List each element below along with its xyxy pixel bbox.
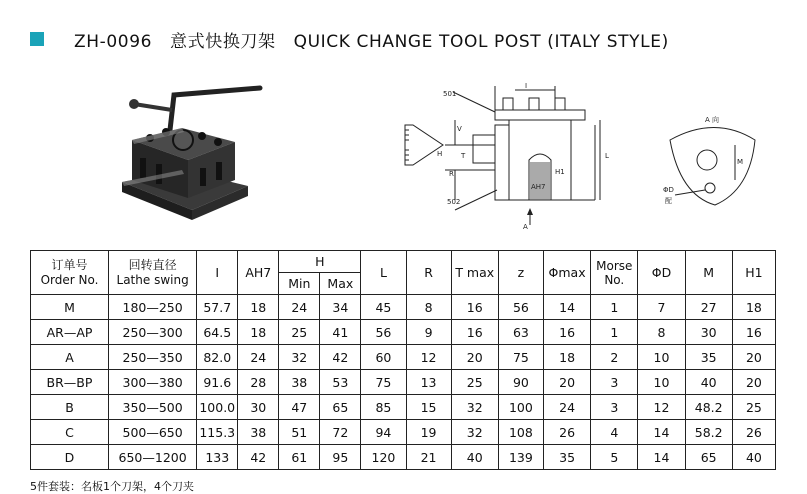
table-cell: 47: [279, 395, 320, 420]
col-tmax: T max: [451, 251, 498, 295]
title-row: [30, 26, 669, 52]
table-cell: 26: [543, 420, 590, 445]
table-cell: 57.7: [197, 295, 238, 320]
table-row: [31, 295, 776, 320]
table-cell: 100.0: [197, 395, 238, 420]
table-cell: 25: [451, 370, 498, 395]
table-cell: 16: [451, 320, 498, 345]
label-l: L: [605, 152, 609, 160]
table-cell: 51: [279, 420, 320, 445]
table-cell: 95: [320, 445, 361, 470]
col-h-max: Max: [320, 273, 361, 295]
table-cell: 56: [361, 320, 406, 345]
label-r: R: [449, 170, 454, 178]
table-cell: 40: [685, 370, 732, 395]
table-cell: BR—BP: [31, 370, 109, 395]
table-cell: 24: [238, 345, 279, 370]
spec-table: [30, 250, 776, 470]
table-cell: 250—350: [108, 345, 196, 370]
table-row: [31, 395, 776, 420]
table-cell: 14: [638, 420, 685, 445]
table-cell: 24: [543, 395, 590, 420]
table-cell: 115.3: [197, 420, 238, 445]
title-cn: 意式快换刀架: [170, 31, 276, 52]
col-order-no: [31, 251, 109, 295]
table-cell: 108: [498, 420, 543, 445]
label-501: 501: [443, 90, 457, 98]
table-cell: 4: [591, 420, 638, 445]
table-cell: A: [31, 345, 109, 370]
title-en: QUICK CHANGE TOOL POST (ITALY STYLE): [293, 31, 669, 52]
table-cell: 14: [638, 445, 685, 470]
table-cell: 250—300: [108, 320, 196, 345]
table-row: [31, 345, 776, 370]
table-cell: 42: [238, 445, 279, 470]
table-cell: 75: [498, 345, 543, 370]
table-cell: 34: [320, 295, 361, 320]
table-cell: 64.5: [197, 320, 238, 345]
col-morse-no: No.: [604, 272, 625, 287]
col-h-min: Min: [279, 273, 320, 295]
table-cell: 38: [279, 370, 320, 395]
col-phid: ΦD: [638, 251, 685, 295]
table-cell: 14: [543, 295, 590, 320]
product-code: ZH-0096: [74, 31, 153, 52]
col-m: M: [685, 251, 732, 295]
table-cell: 350—500: [108, 395, 196, 420]
table-cell: 40: [732, 445, 775, 470]
title-marker: [30, 32, 44, 46]
table-cell: 18: [238, 320, 279, 345]
table-cell: 45: [361, 295, 406, 320]
table-cell: 63: [498, 320, 543, 345]
table-cell: 650—1200: [108, 445, 196, 470]
table-cell: 2: [591, 345, 638, 370]
table-cell: 12: [406, 345, 451, 370]
table-cell: 1: [591, 295, 638, 320]
table-cell: 61: [279, 445, 320, 470]
col-order-cn: 订单号: [51, 257, 88, 272]
col-ah7: AH7: [238, 251, 279, 295]
table-cell: 13: [406, 370, 451, 395]
label-a: A: [523, 223, 528, 231]
table-row: [31, 445, 776, 470]
label-phid: ΦD: [663, 186, 674, 194]
col-morse: [591, 251, 638, 295]
table-cell: 35: [685, 345, 732, 370]
table-cell: B: [31, 395, 109, 420]
table-cell: 3: [591, 395, 638, 420]
table-cell: M: [31, 295, 109, 320]
table-cell: 120: [361, 445, 406, 470]
table-cell: 16: [732, 320, 775, 345]
table-cell: 10: [638, 345, 685, 370]
label-v: V: [457, 125, 462, 133]
col-phimax: Φmax: [543, 251, 590, 295]
table-cell: 8: [638, 320, 685, 345]
side-view-drawing: [655, 110, 775, 210]
table-cell: 18: [543, 345, 590, 370]
table-cell: 56: [498, 295, 543, 320]
table-cell: 19: [406, 420, 451, 445]
col-h1: H1: [732, 251, 775, 295]
label-i: I: [525, 82, 528, 90]
table-cell: 91.6: [197, 370, 238, 395]
table-cell: 16: [543, 320, 590, 345]
table-row: [31, 420, 776, 445]
tool-post-photo: [110, 70, 280, 240]
table-cell: 72: [320, 420, 361, 445]
table-cell: 100: [498, 395, 543, 420]
table-cell: 25: [732, 395, 775, 420]
table-cell: 48.2: [685, 395, 732, 420]
table-cell: 133: [197, 445, 238, 470]
table-cell: 12: [638, 395, 685, 420]
side-view-image: [655, 110, 775, 210]
table-cell: 25: [279, 320, 320, 345]
label-t: T: [461, 152, 466, 160]
table-cell: 7: [638, 295, 685, 320]
table-cell: 53: [320, 370, 361, 395]
col-morse-label: Morse: [596, 258, 633, 273]
table-cell: 500—650: [108, 420, 196, 445]
table-cell: 32: [451, 420, 498, 445]
table-cell: 20: [732, 370, 775, 395]
table-cell: 65: [320, 395, 361, 420]
table-cell: 10: [638, 370, 685, 395]
table-cell: 18: [238, 295, 279, 320]
table-cell: 16: [451, 295, 498, 320]
table-cell: 42: [320, 345, 361, 370]
table-cell: 85: [361, 395, 406, 420]
table-cell: 90: [498, 370, 543, 395]
table-cell: 15: [406, 395, 451, 420]
table-cell: 3: [591, 370, 638, 395]
table-cell: 8: [406, 295, 451, 320]
table-cell: 60: [361, 345, 406, 370]
col-h: H: [279, 251, 361, 273]
table-row: [31, 370, 776, 395]
table-cell: 41: [320, 320, 361, 345]
technical-drawing-image: [395, 80, 625, 235]
table-cell: 18: [732, 295, 775, 320]
table-cell: 9: [406, 320, 451, 345]
table-cell: 20: [732, 345, 775, 370]
col-L: L: [361, 251, 406, 295]
table-cell: 21: [406, 445, 451, 470]
table-cell: 20: [543, 370, 590, 395]
table-cell: 24: [279, 295, 320, 320]
table-row: [31, 320, 776, 345]
label-502: 502: [447, 198, 461, 206]
col-lathe-swing: [108, 251, 196, 295]
col-r: R: [406, 251, 451, 295]
col-l: I: [197, 251, 238, 295]
table-cell: 26: [732, 420, 775, 445]
table-cell: 58.2: [685, 420, 732, 445]
footnote: 5件套装：名板1个刀架，4个刀夹: [30, 480, 194, 493]
table-cell: 30: [685, 320, 732, 345]
table-cell: 38: [238, 420, 279, 445]
table-cell: 82.0: [197, 345, 238, 370]
page-title: [74, 27, 669, 52]
label-m: M: [737, 158, 744, 166]
table-cell: 32: [451, 395, 498, 420]
table-cell: 180—250: [108, 295, 196, 320]
label-h: H: [437, 150, 443, 158]
table-cell: 94: [361, 420, 406, 445]
label-h1: H1: [555, 168, 565, 176]
col-swing-en: Lathe swing: [116, 272, 189, 287]
table-cell: 28: [238, 370, 279, 395]
col-z: z: [498, 251, 543, 295]
table-cell: 5: [591, 445, 638, 470]
label-a-dir: A 向: [705, 116, 720, 124]
table-cell: C: [31, 420, 109, 445]
table-cell: 139: [498, 445, 543, 470]
table-cell: AR—AP: [31, 320, 109, 345]
table-cell: 30: [238, 395, 279, 420]
col-swing-cn: 回转直径: [128, 257, 177, 272]
spec-table-body: [31, 295, 776, 470]
table-cell: 35: [543, 445, 590, 470]
table-cell: 300—380: [108, 370, 196, 395]
table-cell: 32: [279, 345, 320, 370]
table-cell: 65: [685, 445, 732, 470]
table-cell: 75: [361, 370, 406, 395]
label-pei: 配: [665, 197, 672, 205]
technical-drawing: [395, 80, 625, 235]
table-cell: 1: [591, 320, 638, 345]
table-cell: 20: [451, 345, 498, 370]
table-cell: 27: [685, 295, 732, 320]
tool-post-photo-image: [110, 70, 280, 240]
label-ah7: AH7: [531, 183, 546, 191]
table-cell: 40: [451, 445, 498, 470]
table-cell: D: [31, 445, 109, 470]
col-order-en: Order No.: [40, 272, 99, 287]
